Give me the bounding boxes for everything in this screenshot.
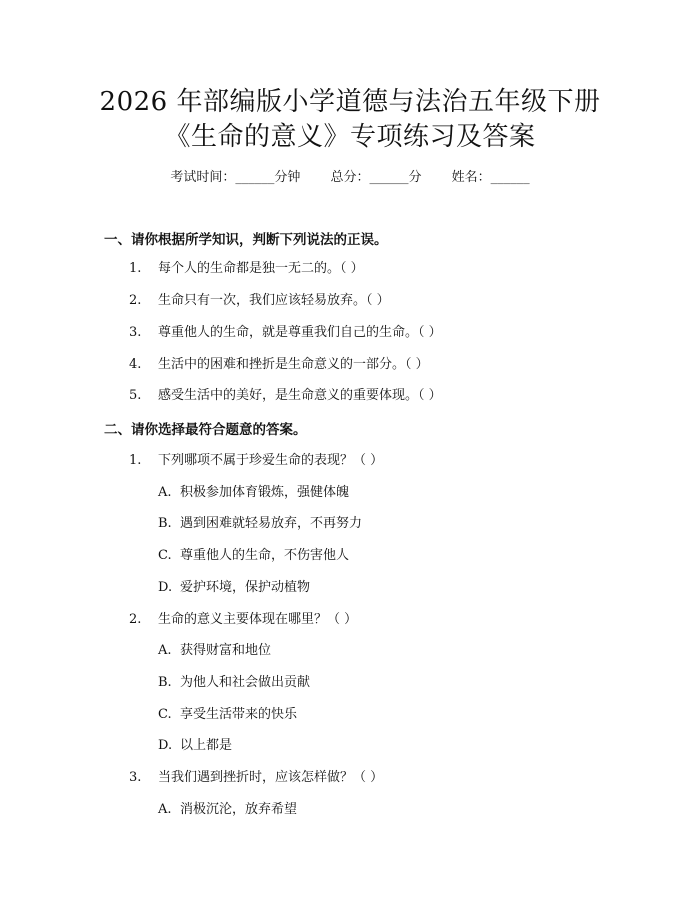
question-text: 每个人的生命都是独一无二的。（ ）: [158, 261, 364, 276]
total-score-field: 总分：______分: [330, 170, 422, 185]
exam-info-row: [0, 168, 700, 188]
question-number: 2.: [129, 612, 142, 627]
option-text: 以上都是: [180, 738, 233, 753]
option-text: 为他人和社会做出贡献: [180, 675, 311, 690]
option-text: 消极沉沦，放弃希望: [180, 802, 298, 817]
question-number: 5.: [129, 388, 142, 403]
question-text: 尊重他人的生命，就是尊重我们自己的生命。（ ）: [158, 325, 442, 340]
option-letter: B.: [158, 675, 172, 690]
answer-option: [158, 641, 271, 661]
option-letter: C.: [158, 548, 172, 563]
option-text: 积极参加体育锻炼，强健体魄: [180, 485, 350, 500]
document-title-line-2: 《生命的意义》专项练习及答案: [164, 122, 536, 152]
multiple-choice-question: [129, 451, 383, 471]
answer-option: [158, 578, 310, 598]
true-false-question: [129, 386, 442, 406]
question-number: 4.: [129, 357, 142, 372]
question-text: 感受生活中的美好，是生命意义的重要体现。（ ）: [158, 388, 442, 403]
multiple-choice-question: [129, 610, 357, 630]
option-text: 享受生活带来的快乐: [180, 707, 298, 722]
answer-option: [158, 546, 349, 566]
answer-option: [158, 800, 297, 820]
option-text: 爱护环境，保护动植物: [180, 580, 311, 595]
true-false-question: [129, 259, 364, 279]
multiple-choice-question: [129, 768, 383, 788]
option-letter: D.: [158, 580, 173, 595]
answer-option: [158, 483, 349, 503]
answer-option: [158, 514, 362, 534]
option-letter: D.: [158, 738, 173, 753]
answer-option: [158, 673, 310, 693]
option-text: 遇到困难就轻易放弃，不再努力: [180, 516, 363, 531]
question-text: 生活中的困难和挫折是生命意义的一部分。（ ）: [158, 357, 429, 372]
option-letter: B.: [158, 516, 172, 531]
true-false-question: [129, 291, 390, 311]
option-letter: C.: [158, 707, 172, 722]
option-text: 获得财富和地位: [180, 643, 272, 658]
question-number: 1.: [129, 261, 142, 276]
option-letter: A.: [158, 643, 172, 658]
question-number: 3.: [129, 325, 142, 340]
section-1-heading: 一、请你根据所学知识，判断下列说法的正误。: [104, 232, 388, 248]
option-letter: A.: [158, 802, 172, 817]
option-letter: A.: [158, 485, 172, 500]
document-title-line-1: 2026 年部编版小学道德与法治五年级下册: [99, 87, 601, 117]
question-text: 生命只有一次，我们应该轻易放弃。（ ）: [158, 293, 390, 308]
exam-time-field: 考试时间：______分钟: [170, 170, 301, 185]
true-false-question: [129, 355, 429, 375]
question-number: 1.: [129, 453, 142, 468]
question-number: 3.: [129, 770, 142, 785]
question-text: 生命的意义主要体现在哪里？（ ）: [158, 612, 358, 627]
question-text: 下列哪项不属于珍爱生命的表现？（ ）: [158, 453, 384, 468]
option-text: 尊重他人的生命，不伤害他人: [180, 548, 350, 563]
question-number: 2.: [129, 293, 142, 308]
question-text: 当我们遇到挫折时，应该怎样做？（ ）: [158, 770, 384, 785]
true-false-question: [129, 323, 442, 343]
answer-option: [158, 705, 297, 725]
student-name-field: 姓名：______: [451, 170, 530, 185]
answer-option: [158, 736, 232, 756]
section-2-heading: 二、请你选择最符合题意的答案。: [104, 422, 307, 438]
